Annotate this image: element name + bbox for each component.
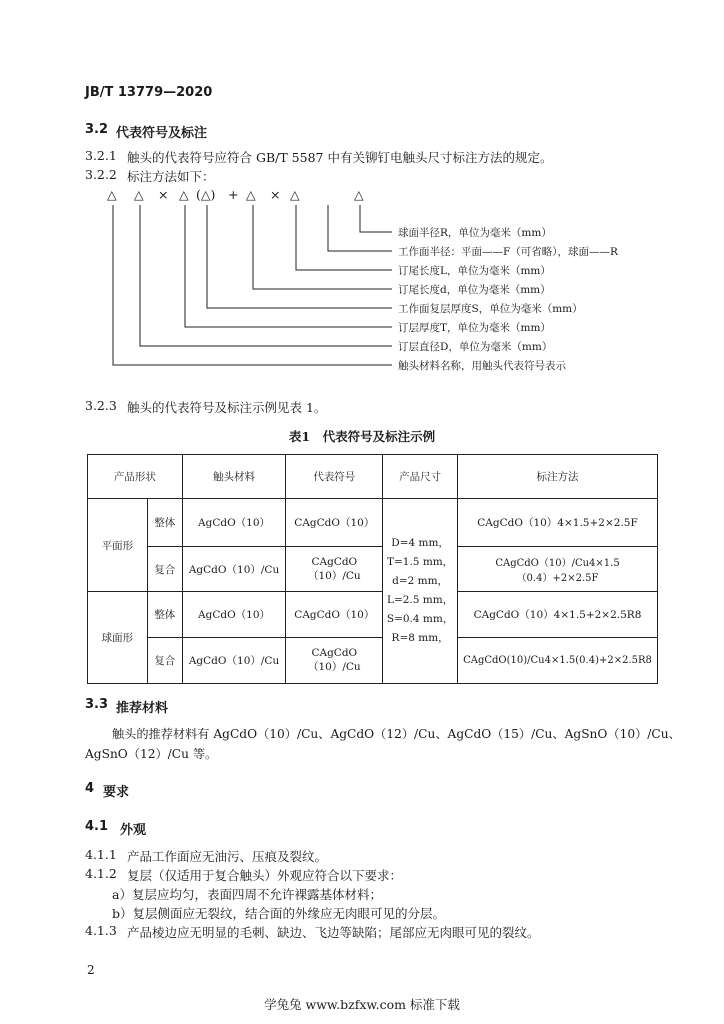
section-3-3-number: 3.3 bbox=[85, 697, 109, 712]
size-line: d=2 mm， bbox=[392, 575, 449, 587]
table-1 bbox=[87, 454, 658, 684]
mark-cell: CAgCdO（10）4×1.5+2×2.5F bbox=[458, 499, 658, 547]
page-number: 2 bbox=[87, 963, 95, 977]
clause-4-1-2-number: 4.1.2 bbox=[85, 866, 117, 881]
notation-label: 订层直径D，单位为毫米（mm） bbox=[398, 341, 553, 353]
size-cell bbox=[383, 499, 458, 684]
notation-label: 订尾长度d，单位为毫米（mm） bbox=[398, 284, 551, 296]
watermark: 学兔兔 www.bzfxw.com 标准下载 bbox=[264, 997, 460, 1012]
mark-cell: CAgCdO（10）4×1.5+2×2.5R8 bbox=[458, 592, 658, 638]
kind-cell: 整体 bbox=[147, 499, 182, 547]
table-row bbox=[88, 499, 658, 547]
notation-label: 球面半径R，单位为毫米（mm） bbox=[398, 227, 552, 239]
notation-label: 订层厚度T，单位为毫米（mm） bbox=[398, 322, 551, 334]
material-cell: AgCdO（10）/Cu bbox=[182, 638, 286, 684]
kind-cell: 整体 bbox=[147, 592, 182, 638]
shape-cell: 平面形 bbox=[88, 499, 148, 592]
material-cell: AgCdO（10）/Cu bbox=[182, 547, 286, 592]
formula-symbol: △ bbox=[134, 187, 144, 202]
clause-4-1-3-number: 4.1.3 bbox=[85, 923, 117, 938]
table-row bbox=[88, 638, 658, 684]
notation-leader-lines bbox=[0, 0, 724, 380]
clause-4-1-2-item-a: a）复层应均匀，表面四周不允许裸露基体材料； bbox=[112, 887, 382, 902]
clause-4-1-2-item-b: b）复层侧面应无裂纹，结合面的外缘应无肉眼可见的分层。 bbox=[112, 906, 446, 921]
section-3-3-title: 推荐材料 bbox=[116, 701, 169, 716]
material-cell: AgCdO（10） bbox=[182, 499, 286, 547]
notation-label: 订尾长度L，单位为毫米（mm） bbox=[398, 265, 551, 277]
shape-cell: 球面形 bbox=[88, 592, 148, 684]
formula-symbol: △ bbox=[246, 187, 256, 202]
table-row bbox=[88, 547, 658, 592]
section-4-1-title: 外观 bbox=[120, 823, 147, 838]
document-code: JB/T 13779—2020 bbox=[85, 85, 213, 100]
mark-cell: CAgCdO（10）/Cu4×1.5（0.4）+2×2.5F bbox=[458, 547, 658, 592]
table-header: 产品尺寸 bbox=[383, 455, 458, 499]
table-header: 产品形状 bbox=[88, 455, 183, 499]
formula-symbol: (△) bbox=[196, 187, 216, 202]
table-row bbox=[88, 592, 658, 638]
symbol-cell: CAgCdO（10）/Cu bbox=[286, 547, 383, 592]
formula-symbol: △ bbox=[290, 187, 300, 202]
symbol-cell: CAgCdO（10） bbox=[286, 499, 383, 547]
kind-cell: 复合 bbox=[147, 547, 182, 592]
formula-symbol: × bbox=[158, 187, 169, 202]
clause-4-1-1-text: 产品工作面应无油污、压痕及裂纹。 bbox=[127, 849, 328, 864]
notation-label: 工作面半径：平面——F（可省略），球面——R bbox=[398, 246, 618, 258]
leader-line bbox=[140, 205, 392, 346]
material-cell: AgCdO（10） bbox=[182, 592, 286, 638]
clause-3-2-3-number: 3.2.3 bbox=[85, 398, 117, 413]
table-header: 标注方法 bbox=[458, 455, 658, 499]
table-caption: 表1 代表符号及标注示例 bbox=[288, 429, 436, 444]
leader-line bbox=[185, 205, 392, 327]
formula-symbol: △ bbox=[107, 187, 117, 202]
section-3-2-title: 代表符号及标注 bbox=[116, 126, 208, 141]
size-line: S=0.4 mm， bbox=[386, 613, 454, 625]
notation-label: 触头材料名称，用触头代表符号表示 bbox=[398, 360, 566, 372]
section-4-1-number: 4.1 bbox=[85, 819, 109, 834]
table-header: 触头材料 bbox=[182, 455, 286, 499]
leader-line bbox=[360, 205, 392, 232]
section-4-number: 4 bbox=[85, 781, 95, 796]
section-3-2-number: 3.2 bbox=[85, 122, 109, 137]
clause-3-2-2-text: 标注方法如下： bbox=[127, 169, 215, 184]
clause-3-2-2-number: 3.2.2 bbox=[85, 167, 117, 182]
table-header: 代表符号 bbox=[286, 455, 383, 499]
formula-symbol: △ bbox=[354, 187, 364, 202]
formula-symbol: △ bbox=[179, 187, 189, 202]
section-4-title: 要求 bbox=[103, 785, 130, 800]
size-line: D=4 mm， bbox=[391, 537, 449, 549]
leader-line bbox=[296, 205, 392, 270]
notation-label: 工作面复层厚度S，单位为毫米（mm） bbox=[398, 303, 583, 315]
symbol-cell: CAgCdO（10） bbox=[286, 592, 383, 638]
section-3-3-text-line2: AgSnO（12）/Cu 等。 bbox=[85, 747, 218, 761]
size-line: T=1.5 mm， bbox=[386, 556, 454, 568]
kind-cell: 复合 bbox=[147, 638, 182, 684]
clause-3-2-3-text: 触头的代表符号及标注示例见表 1。 bbox=[127, 400, 327, 415]
clause-4-1-2-text: 复层（仅适用于复合触头）外观应符合以下要求： bbox=[127, 868, 403, 883]
clause-4-1-3-text: 产品棱边应无明显的毛刺、缺边、飞边等缺陷；尾部应无肉眼可见的裂纹。 bbox=[127, 925, 540, 940]
mark-cell: CAgCdO(10)/Cu4×1.5(0.4)+2×2.5R8 bbox=[458, 638, 658, 684]
size-line: R=8 mm， bbox=[391, 632, 449, 644]
formula-symbol: + bbox=[228, 187, 239, 202]
symbol-cell: CAgCdO（10）/Cu bbox=[286, 638, 383, 684]
leader-line bbox=[253, 205, 392, 289]
clause-4-1-1-number: 4.1.1 bbox=[85, 847, 117, 862]
formula-symbol: × bbox=[270, 187, 281, 202]
clause-3-2-1-text: 触头的代表符号应符合 GB/T 5587 中有关铆钉电触头尺寸标注方法的规定。 bbox=[127, 150, 553, 165]
clause-3-2-1-number: 3.2.1 bbox=[85, 148, 117, 163]
size-line: L=2.5 mm， bbox=[387, 594, 454, 606]
section-3-3-text-line1: 触头的推荐材料有 AgCdO（10）/Cu、AgCdO（12）/Cu、AgCdO（15）/Cu、AgSnO（10）/Cu、 bbox=[112, 727, 681, 741]
leader-line bbox=[207, 205, 392, 308]
